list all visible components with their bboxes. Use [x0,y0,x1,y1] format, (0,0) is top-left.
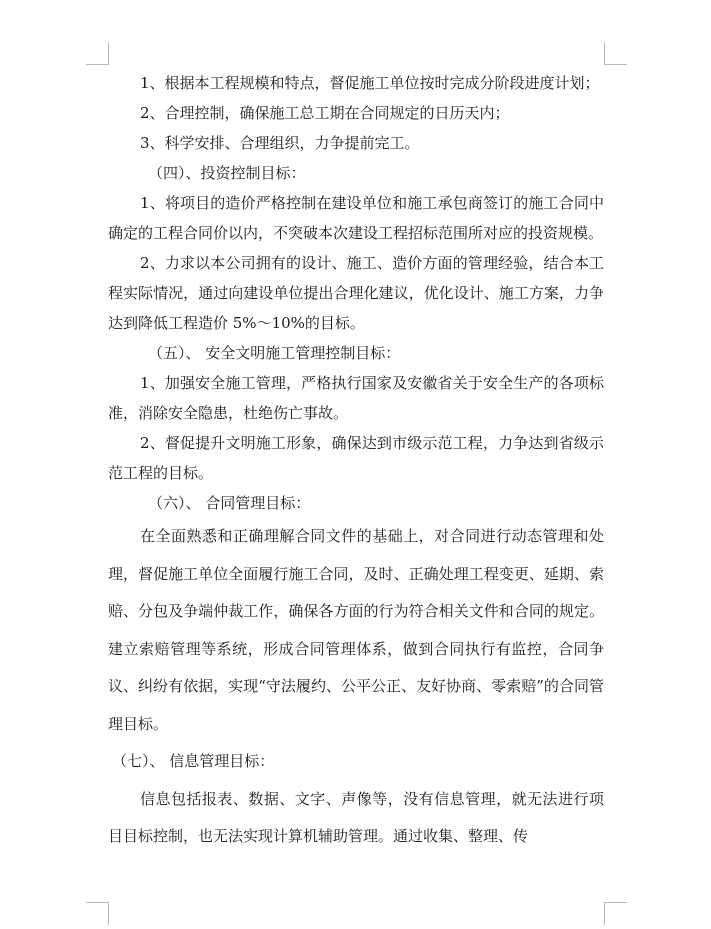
heading-investment-control: （四）、投资控制目标： [148,164,306,182]
heading-contract-management: （六）、 合同管理目标： [148,494,311,512]
paragraph-schedule-3: 3、科学安排、合理组织，力争提前完工。 [140,134,420,152]
heading-information-management: （七）、 信息管理目标： [112,752,275,770]
heading-safety-control: （五）、 安全文明施工管理控制目标： [148,344,401,362]
document-body [108,68,604,856]
crop-mark-top-left [86,42,109,65]
paragraph-schedule-2: 2、合理控制，确保施工总工期在合同规定的日历天内； [140,104,510,122]
paragraph-safety-2: 2、督促提升文明施工形象，确保达到市级示范工程，力争达到省级示范工程的目标。 [108,434,604,482]
crop-mark-bottom-left [86,902,109,925]
paragraph-information-body: 信息包括报表、数据、文字、声像等，没有信息管理，就无法进行项目目标控制，也无法实现计算机辅助管理。通过收集、整理、传 [108,789,604,845]
paragraph-safety-1: 1、加强安全施工管理，严格执行国家及安徽省关于安全生产的各项标准，消除安全隐患，杜绝伤亡事故。 [108,374,604,422]
paragraph-investment-1: 1、将项目的造价严格控制在建设单位和施工承包商签订的施工合同中确定的工程合同价以内，不突破本次建设工程招标范围所对应的投资规模。 [108,194,604,242]
paragraph-schedule-1: 1、根据本工程规模和特点，督促施工单位按时完成分阶段进度计划； [140,74,600,92]
crop-mark-bottom-right [604,902,627,925]
paragraph-investment-2: 2、力求以本公司拥有的设计、施工、造价方面的管理经验，结合本工程实际情况，通过向建设单位提出合理化建议，优化设计、施工方案，力争达到降低工程造价 5%～10%的目标。 [108,254,604,332]
crop-mark-top-right [604,42,627,65]
paragraph-contract-body: 在全面熟悉和正确理解合同文件的基础上，对合同进行动态管理和处理，督促施工单位全面履行施工合同，及时、正确处理工程变更、延期、索赔、分包及争端仲裁工作，确保各方面的行为符合相关文件和合同的规定。建立索赔管理等系统，形成合同管理体系，做到合同执行有监控，合同争议、纠纷有依据，实现“守法履约、公平公正、友好协商、零索赔”的合同管理目标。 [108,527,604,733]
